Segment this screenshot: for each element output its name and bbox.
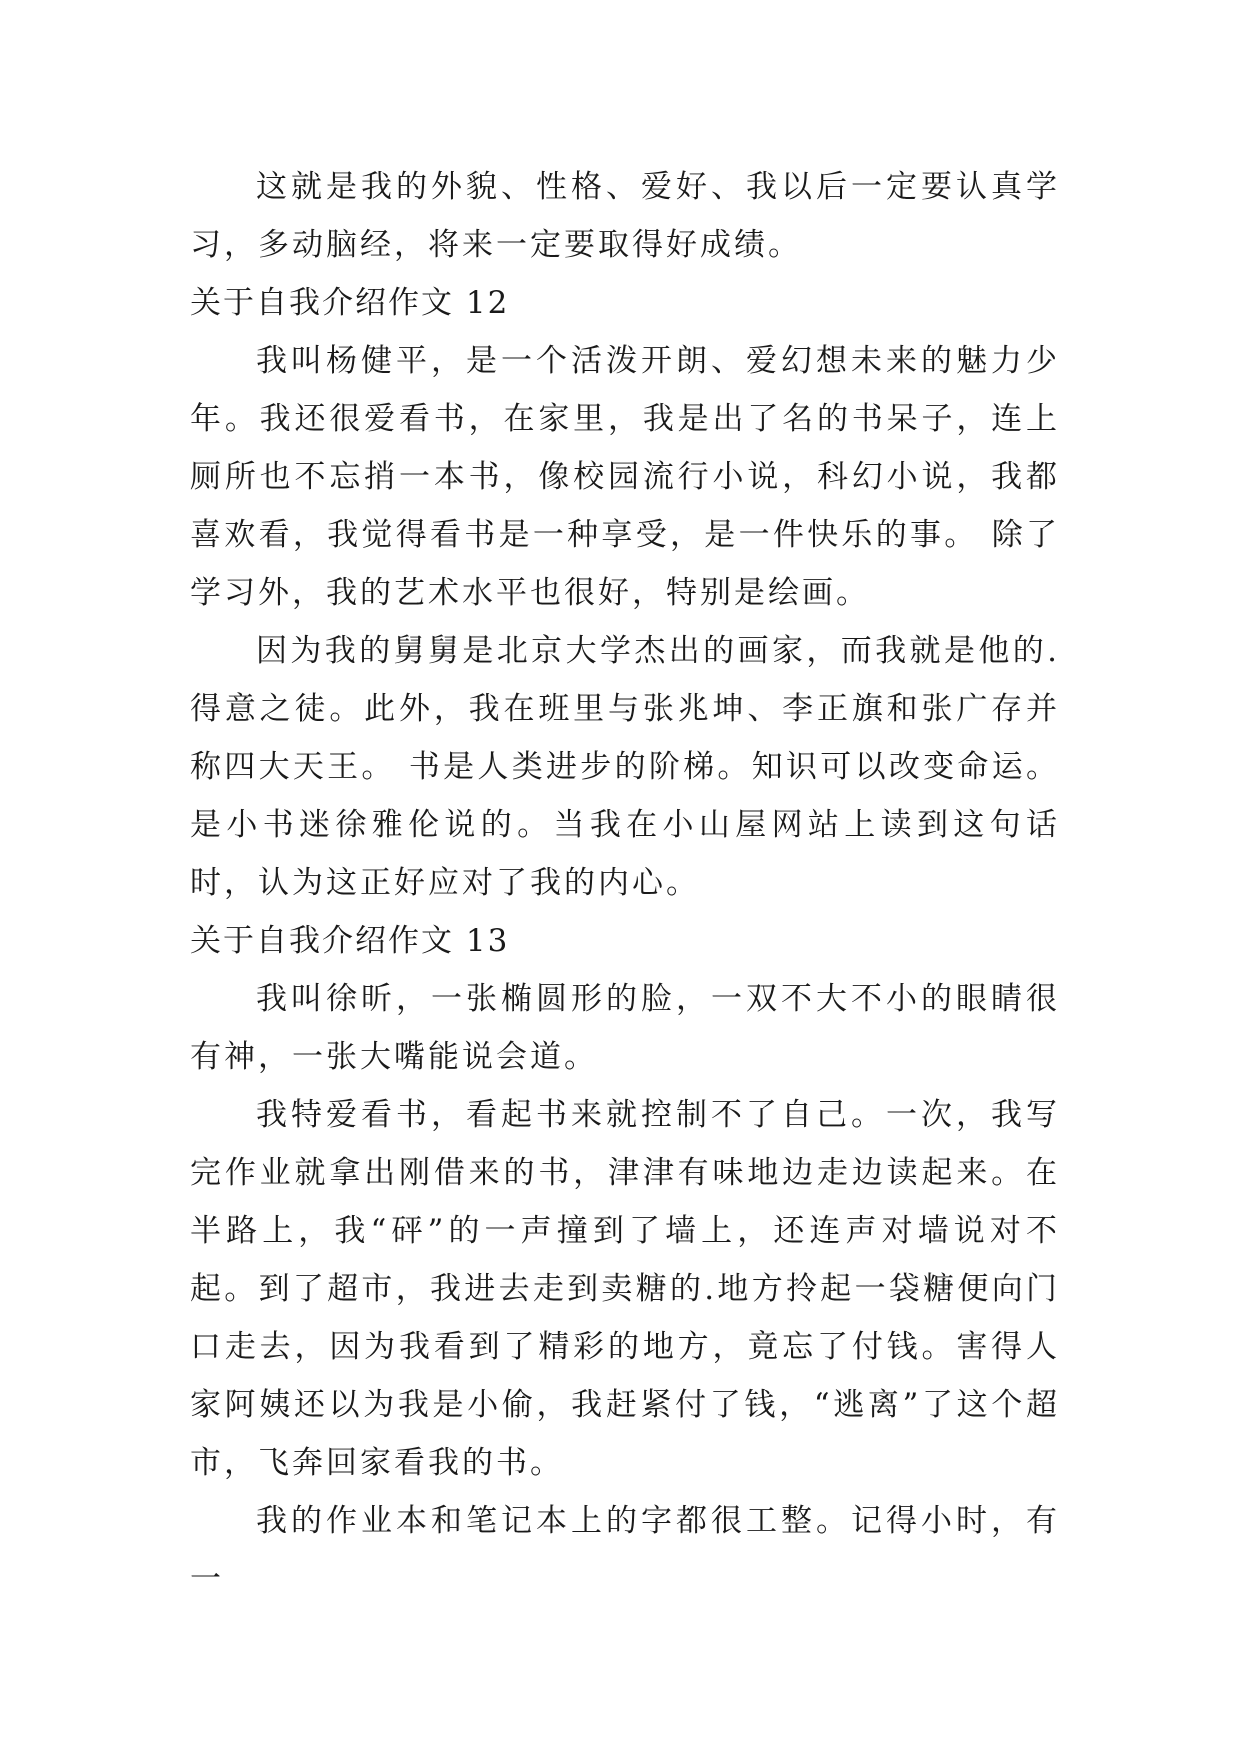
paragraph: 因为我的舅舅是北京大学杰出的画家，而我就是他的.得意之徒。此外，我在班里与张兆坤、李正旗和张广存并称四大天王。 书是人类进步的阶梯。知识可以改变命运。是小书迷徐雅伦说的。当我在小山屋网站上读到这句话时，认为这正好应对了我的内心。 [190, 633, 1060, 901]
section-heading: 关于自我介绍作文 12 [190, 285, 510, 321]
paragraph: 我的作业本和笔记本上的字都很工整。记得小时，有一 [190, 1503, 1060, 1597]
paragraph: 我叫杨健平，是一个活泼开朗、爱幻想未来的魅力少年。我还很爱看书，在家里，我是出了名的书呆子，连上厕所也不忘捎一本书，像校园流行小说，科幻小说，我都喜欢看，我觉得看书是一种享受，是一件快乐的事。 除了学习外，我的艺术水平也很好，特别是绘画。 [190, 343, 1060, 611]
paragraph: 我叫徐昕，一张椭圆形的脸，一双不大不小的眼睛很有神，一张大嘴能说会道。 [190, 981, 1060, 1075]
section-heading: 关于自我介绍作文 13 [190, 923, 510, 959]
paragraph: 这就是我的外貌、性格、爱好、我以后一定要认真学习，多动脑经，将来一定要取得好成绩。 [190, 169, 1060, 263]
document-body [190, 158, 1060, 1608]
paragraph: 我特爱看书，看起书来就控制不了自己。一次，我写完作业就拿出刚借来的书，津津有味地边走边读起来。在半路上，我“砰”的一声撞到了墙上，还连声对墙说对不起。到了超市，我进去走到卖糖的.地方拎起一袋糖便向门口走去，因为我看到了精彩的地方，竟忘了付钱。害得人家阿姨还以为我是小偷，我赶紧付了钱，“逃离”了这个超市，飞奔回家看我的书。 [190, 1097, 1060, 1481]
